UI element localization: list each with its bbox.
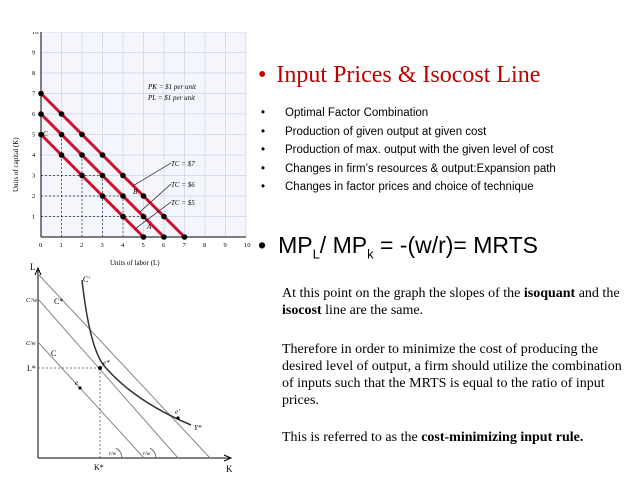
isocost-point bbox=[79, 173, 85, 179]
c-over-w-label: C/w bbox=[26, 341, 36, 347]
para1-text: and the bbox=[575, 286, 620, 301]
x-tick-label: 3 bbox=[100, 242, 104, 249]
formula-mp: MP bbox=[278, 232, 313, 258]
l-axis-label: L bbox=[30, 262, 36, 272]
r-over-w-label-1: r/w bbox=[109, 451, 117, 457]
y-tick-label: 4 bbox=[32, 152, 36, 159]
isocost-point bbox=[161, 234, 167, 240]
bullet-item: • Production of max. output with the given level of cost bbox=[260, 141, 556, 160]
y-tick-label: 6 bbox=[32, 111, 36, 118]
isocost-point bbox=[100, 152, 106, 158]
y-tick-label: 3 bbox=[32, 172, 36, 180]
tc-label-7: TC = $7 bbox=[171, 160, 195, 168]
isocost-point bbox=[38, 91, 44, 97]
rule-paragraph bbox=[282, 429, 632, 446]
angle-arc-2 bbox=[150, 448, 156, 458]
tc-label-5: TC = $5 bbox=[171, 199, 195, 207]
isocost-line-c-prime bbox=[38, 274, 210, 458]
isocost-point bbox=[100, 193, 106, 199]
y-star-label: Y* bbox=[194, 424, 202, 432]
x-tick-label: 6 bbox=[162, 242, 166, 249]
c-label: C bbox=[51, 349, 57, 358]
e-prime-label: e' bbox=[175, 408, 180, 416]
isoquant-chart bbox=[26, 262, 248, 478]
x-tick-label: 7 bbox=[182, 242, 186, 249]
x-tick-label: 8 bbox=[203, 242, 207, 249]
isocost-point bbox=[38, 111, 44, 117]
point-label-c: C bbox=[43, 130, 48, 138]
para1-text: At this point on the graph the slopes of the bbox=[282, 286, 524, 301]
y-tick-label: 5 bbox=[32, 131, 36, 139]
x-tick-label: 5 bbox=[141, 242, 145, 249]
isoquant-curve bbox=[82, 280, 191, 425]
formula-bullet: • bbox=[258, 232, 267, 258]
bullet-item: • Production of given output at given cost bbox=[260, 123, 556, 142]
rule-term: cost-minimizing input rule. bbox=[421, 430, 584, 445]
point-e-prime bbox=[176, 416, 179, 419]
formula-sub-l: L bbox=[312, 246, 320, 262]
bullet-item: • Changes in factor prices and choice of technique bbox=[260, 178, 556, 197]
point-label-a: A bbox=[147, 223, 152, 231]
formula-rest: = -(w/r)= MRTS bbox=[373, 232, 538, 258]
l-star-label: L* bbox=[27, 364, 36, 373]
isoquant-term: isoquant bbox=[523, 286, 576, 301]
price-pk-label: PK = $1 per unit bbox=[148, 83, 196, 91]
x-tick-label: 10 bbox=[244, 242, 251, 249]
minimize-cost-paragraph: Therefore in order to minimize the cost of producing the desired level of output, a firm should utilize the combination of inputs such that the MRTS is equal to the ratio of input prices. bbox=[282, 342, 622, 408]
isocost-point bbox=[79, 152, 85, 158]
isocost-point bbox=[120, 193, 126, 199]
bullet-list bbox=[260, 104, 556, 197]
bullet-item: • Changes in firm’s resources & output:Expansion path bbox=[260, 160, 556, 179]
isocost-line-c-star bbox=[38, 299, 178, 458]
slopes-paragraph bbox=[282, 285, 632, 319]
x-tick-label: 0 bbox=[39, 242, 43, 249]
x-tick-label: 4 bbox=[121, 242, 125, 249]
isocost-point bbox=[141, 214, 147, 220]
e-label: e bbox=[75, 379, 79, 387]
x-tick-label: 9 bbox=[223, 242, 227, 249]
isocost-point bbox=[79, 132, 85, 138]
chart-axes bbox=[35, 268, 231, 461]
isocost-chart bbox=[8, 32, 258, 272]
para3-text: This is referred to as the bbox=[282, 430, 422, 445]
isocost-point bbox=[59, 152, 65, 158]
title-bullet: • bbox=[258, 62, 267, 88]
isocost-chart-svg bbox=[8, 32, 258, 272]
title-text: Input Prices & Isocost Line bbox=[276, 62, 541, 88]
mrts-formula bbox=[258, 232, 538, 262]
isocost-point bbox=[59, 111, 65, 117]
c-prime-label: C' bbox=[83, 275, 90, 284]
isocost-point bbox=[100, 173, 106, 179]
isocost-point bbox=[182, 234, 188, 240]
c-prime-over-w-label: C'/w bbox=[26, 298, 37, 304]
para1-text: line are the same. bbox=[321, 303, 424, 318]
point-e-star bbox=[98, 366, 102, 370]
e-star-label: e* bbox=[103, 359, 110, 367]
chart-grid bbox=[41, 32, 246, 237]
y-axis-label: Units of capital (K) bbox=[12, 137, 20, 192]
isocost-point bbox=[59, 132, 65, 138]
formula-sep: / MP bbox=[319, 232, 368, 258]
y-tick-label: 8 bbox=[32, 70, 36, 77]
y-tick-label: 9 bbox=[32, 49, 36, 57]
isocost-point bbox=[120, 214, 126, 220]
isocost-point bbox=[141, 193, 147, 199]
y-tick-label: 10 bbox=[32, 32, 39, 36]
isoquant-chart-svg bbox=[26, 262, 248, 478]
r-over-w-label-2: r/w bbox=[143, 451, 151, 457]
slide-title bbox=[258, 62, 540, 89]
x-axis-label: Units of labor (L) bbox=[110, 259, 160, 267]
isocost-point bbox=[141, 234, 147, 240]
bullet-item: • Optimal Factor Combination bbox=[260, 104, 556, 123]
price-pl-label: PL = $1 per unit bbox=[148, 94, 195, 102]
c-star-label: C* bbox=[54, 297, 64, 306]
y-tick-label: 7 bbox=[32, 90, 36, 98]
x-tick-label: 1 bbox=[59, 242, 63, 249]
slide-text bbox=[258, 0, 634, 479]
angle-arc-1 bbox=[116, 448, 122, 458]
formula-sub-k: k bbox=[367, 246, 374, 262]
k-axis-label: K bbox=[226, 464, 233, 474]
isocost-point bbox=[120, 173, 126, 179]
point-e bbox=[78, 386, 81, 389]
isocost-term: isocost bbox=[282, 303, 322, 318]
isocost-point bbox=[161, 214, 167, 220]
k-star-label: K* bbox=[94, 463, 104, 472]
x-tick-label: 2 bbox=[80, 242, 84, 249]
y-tick-label: 1 bbox=[32, 213, 36, 221]
y-tick-label: 2 bbox=[32, 193, 36, 200]
tc-label-6: TC = $6 bbox=[171, 181, 195, 189]
point-label-b: B bbox=[133, 188, 138, 196]
